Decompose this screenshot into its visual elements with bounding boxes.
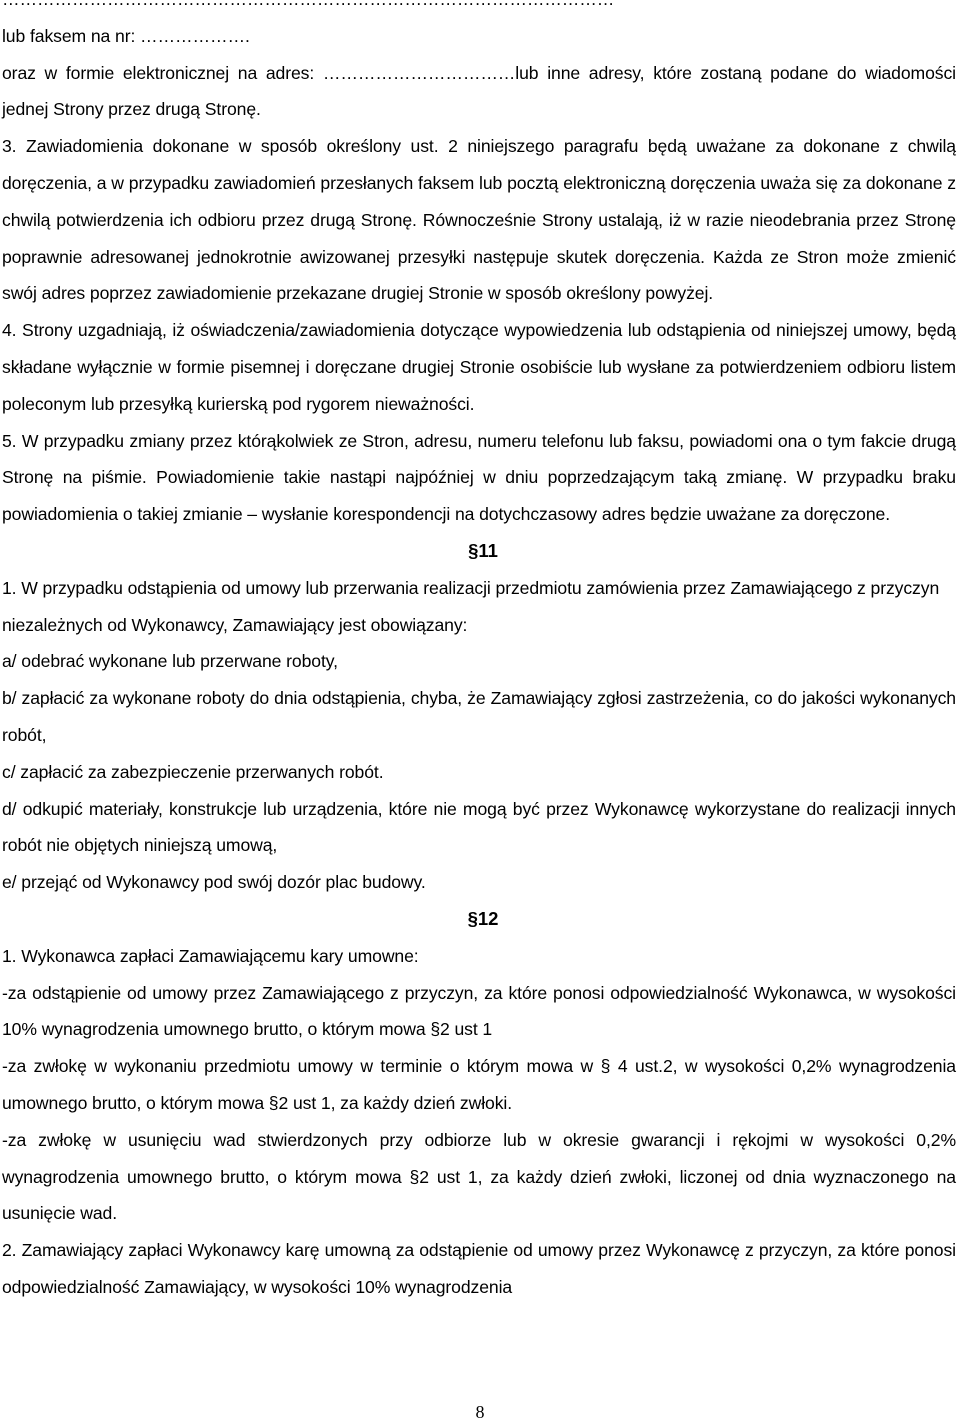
paragraph-point-4: 4. Strony uzgadniają, iż oświadczenia/zawiadomienia dotyczące wypowiedzenia lub odstąpienia od niniejszej umowy, będą składane wyłącznie w formie pisemnej i doręczane drugiej Stronie osobiście lub wysłane za potwierdzeniem odbioru listem poleconym lub przesyłką kurierską pod rygorem nieważności. [2, 320, 956, 414]
section-12-point-1: 1. Wykonawca zapłaci Zamawiającemu kary umowne: [2, 945, 419, 966]
section-11-item-c: c/ zapłacić za zabezpieczenie przerwanych robót. [2, 761, 384, 782]
fax-line: lub faksem na nr: ………………. [2, 25, 250, 46]
document-body [2, 0, 956, 1306]
section-12-point-2: 2. Zamawiający zapłaci Wykonawcy karę umowną za odstąpienie od umowy przez Wykonawcę z przyczyn, za które ponosi odpowiedzialność Zamawiający, w wysokości 10% wynagrodzenia [2, 1240, 956, 1297]
paragraph-point-3: 3. Zawiadomienia dokonane w sposób określony ust. 2 niniejszego paragrafu będą uważane za dokonane z chwilą doręczenia, a w przypadku zawiadomień przesłanych faksem lub pocztą elektroniczną doręczenia uważa się za dokonane z chwilą potwierdzenia ich odbioru przez drugą Stronę. Równocześnie Strony ustalają, iż w razie nieodebrania przez Stronę poprawnie adresowanej jednokrotnie awizowanej przesyłki następuje skutek doręczenia. Każda ze Stron może zmienić swój adres poprzez zawiadomienie przekazane drugiej Stronie w sposób określony powyżej. [2, 136, 956, 304]
section-12-heading: §12 [467, 907, 499, 929]
section-12-penalty-3: -za zwłokę w usunięciu wad stwierdzonych przy odbiorze lub w okresie gwarancji i rękojmi w wysokości 0,2% wynagrodzenia umownego brutto, o którym mowa §2 ust 1, za każdy dzień zwłoki, liczonej od dnia wyznaczonego na usunięcie wad. [2, 1129, 956, 1224]
section-11-item-a: a/ odebrać wykonane lub przerwane roboty, [2, 651, 338, 672]
section-11-item-e: e/ przejąć od Wykonawcy pod swój dozór plac budowy. [2, 872, 426, 893]
section-12-penalty-1: -za odstąpienie od umowy przez Zamawiającego z przyczyn, za które ponosi odpowiedzialność Wykonawca, w wysokości 10% wynagrodzenia umownego brutto, o którym mowa §2 ust 1 [2, 982, 956, 1040]
top-dots-line [2, 0, 956, 18]
section-12-penalty-2: -za zwłokę w wykonaniu przedmiotu umowy w terminie o którym mowa w § 4 ust.2, w wysokości 0,2% wynagrodzenia umownego brutto, o którym mowa §2 ust 1, za każdy dzień zwłoki. [2, 1056, 956, 1113]
section-11-point-1: 1. W przypadku odstąpienia od umowy lub przerwania realizacji przedmiotu zamówienia przez Zamawiającego z przyczyn niezależnych od Wykonawcy, Zamawiający jest obowiązany: [2, 577, 940, 635]
email-line: oraz w formie elektronicznej na adres: ……………………………lub inne adresy, które zostaną podane do wiadomości jednej Strony przez drugą Stronę. [2, 62, 956, 120]
page-number: 8 [475, 1402, 485, 1422]
section-11-heading: §11 [468, 539, 498, 561]
paragraph-point-5: 5. W przypadku zmiany przez którąkolwiek ze Stron, adresu, numeru telefonu lub faksu, powiadomi ona o tym fakcie drugą Stronę na piśmie. Powiadomienie takie nastąpi najpóźniej w dniu poprzedzającym taką zmianę. W przypadku braku powiadomienia o takiej zmianie – wysłanie korespondencji na dotychczasowy adres będzie uważane za doręczone. [2, 430, 956, 525]
section-11-item-d: d/ odkupić materiały, konstrukcje lub urządzenia, które nie mogą być przez Wykonawcę wykorzystane do realizacji innych robót nie objętych niniejszą umową, [2, 798, 956, 856]
section-11-item-b: b/ zapłacić za wykonane roboty do dnia odstąpienia, chyba, że Zamawiający zgłosi zastrzeżenia, co do jakości wykonanych robót, [2, 688, 956, 745]
